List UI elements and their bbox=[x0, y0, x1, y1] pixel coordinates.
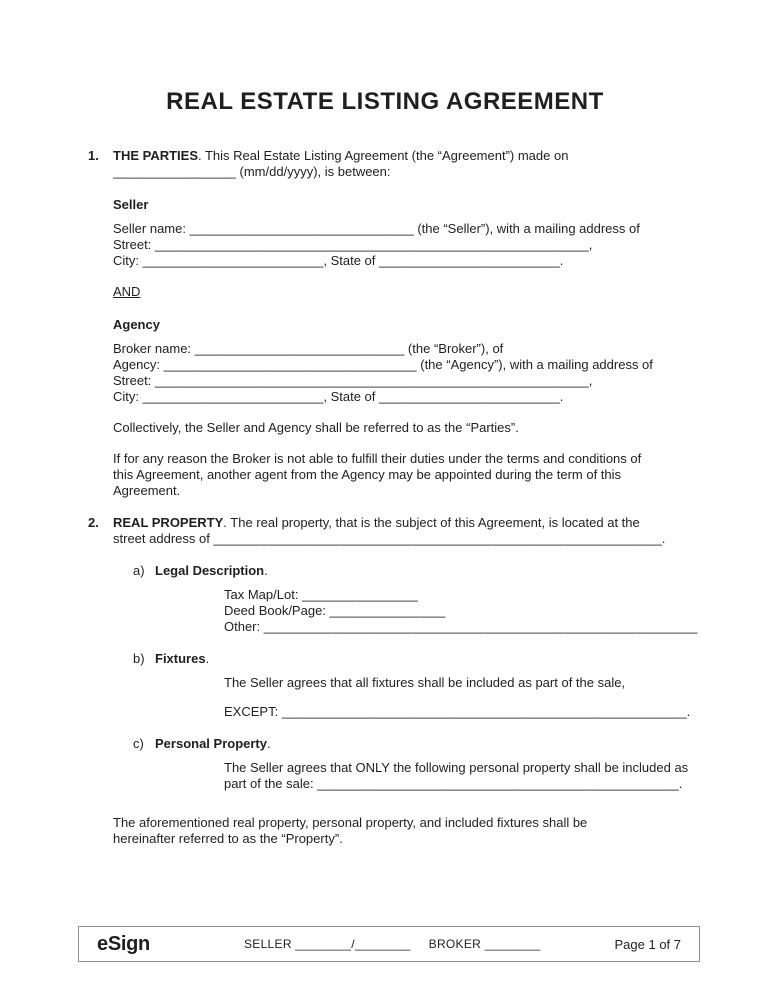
street-address-blank: street address of ______________________________________________________________. bbox=[113, 531, 666, 546]
subsection-a-label: a) bbox=[133, 563, 145, 578]
closing-line-2: hereinafter referred to as the “Property”. bbox=[113, 831, 343, 846]
footer-bar bbox=[78, 926, 700, 962]
legal-description-heading-period: . bbox=[264, 563, 268, 578]
personal-property-body-line-1: The Seller agrees that ONLY the following personal property shall be included as bbox=[224, 760, 689, 775]
document-title: REAL ESTATE LISTING AGREEMENT bbox=[166, 88, 604, 115]
fixtures-except-line: EXCEPT: ________________________________________________________. bbox=[224, 704, 691, 719]
subsection-b-fixtures bbox=[133, 651, 698, 720]
seller-name-line: Seller name: _______________________________ (the “Seller”), with a mailing address of bbox=[113, 221, 640, 236]
fixtures-body-line: The Seller agrees that all fixtures shall be included as part of the sale, bbox=[224, 675, 626, 690]
page-indicator: Page 1 of 7 bbox=[614, 936, 681, 952]
subsection-c-personal-property bbox=[133, 736, 698, 792]
collectively-paragraph: Collectively, the Seller and Agency shall be referred to as the “Parties”. bbox=[113, 420, 519, 435]
section-2-number: 2. bbox=[88, 515, 99, 530]
seller-initials-line: SELLER ________/________ bbox=[243, 937, 411, 951]
deed-book-page-line: Deed Book/Page: ________________ bbox=[224, 603, 446, 618]
personal-property-heading-period: . bbox=[267, 736, 271, 751]
broker-duties-line-1: If for any reason the Broker is not able to fulfill their duties under the terms and conditions of bbox=[113, 451, 642, 466]
broker-name-line: Broker name: _____________________________ (the “Broker”), of bbox=[113, 341, 504, 356]
other-description-line: Other: ____________________________________________________________ bbox=[224, 619, 698, 634]
fixtures-heading-period: . bbox=[205, 651, 210, 666]
section-1-intro bbox=[113, 148, 682, 180]
closing-paragraph bbox=[113, 815, 698, 847]
subsection-b-label: b) bbox=[133, 651, 145, 666]
legal-description-heading-text: Legal Description bbox=[155, 563, 265, 578]
seller-city-state-line: City: _________________________, State of _________________________. bbox=[113, 253, 564, 268]
agency-name-line: Agency: ___________________________________ (the “Agency”), with a mailing address of bbox=[113, 357, 653, 372]
section-2-real-property bbox=[88, 515, 698, 847]
section-2-heading: REAL PROPERTY bbox=[113, 515, 224, 530]
esign-logo: eSign bbox=[97, 932, 150, 955]
agency-street-line: Street: ____________________________________________________________, bbox=[113, 373, 593, 388]
tax-map-lot-line: Tax Map/Lot: ________________ bbox=[224, 587, 418, 602]
broker-duties-line-3: Agreement. bbox=[113, 483, 181, 498]
legal-description-heading bbox=[155, 563, 698, 579]
subsection-c-label: c) bbox=[133, 736, 144, 751]
fixtures-heading-text: Fixtures bbox=[155, 651, 206, 666]
section-1-heading: THE PARTIES bbox=[113, 148, 198, 163]
and-separator: AND bbox=[113, 284, 141, 299]
agency-city-state-line: City: _________________________, State of _________________________. bbox=[113, 389, 564, 404]
section-2-intro bbox=[113, 515, 698, 547]
section-1-number: 1. bbox=[88, 148, 99, 163]
seller-street-line: Street: ____________________________________________________________, bbox=[113, 237, 593, 252]
section-1-intro-text: . This Real Estate Listing Agreement (the “Agreement”) made on bbox=[198, 148, 569, 163]
agency-heading: Agency bbox=[113, 317, 160, 332]
agreement-date-blank: _________________ (mm/dd/yyyy), is between: bbox=[113, 164, 391, 179]
personal-property-heading-text: Personal Property bbox=[155, 736, 267, 751]
seller-heading: Seller bbox=[113, 197, 149, 212]
personal-property-heading bbox=[155, 736, 688, 752]
personal-property-body-line-2: part of the sale: __________________________________________________. bbox=[224, 776, 683, 791]
broker-duties-line-2: this Agreement, another agent from the Agency may be appointed during the term of this bbox=[113, 467, 622, 482]
section-2-intro-text: . The real property, that is the subject of this Agreement, is located at the bbox=[223, 515, 640, 530]
closing-line-1: The aforementioned real property, personal property, and included fixtures shall be bbox=[113, 815, 588, 830]
broker-duties-paragraph bbox=[113, 451, 682, 499]
broker-initials-line: BROKER ________ bbox=[428, 937, 541, 951]
section-1-the-parties bbox=[88, 148, 682, 499]
fixtures-heading bbox=[155, 651, 690, 667]
subsection-a-legal-description bbox=[133, 563, 698, 635]
